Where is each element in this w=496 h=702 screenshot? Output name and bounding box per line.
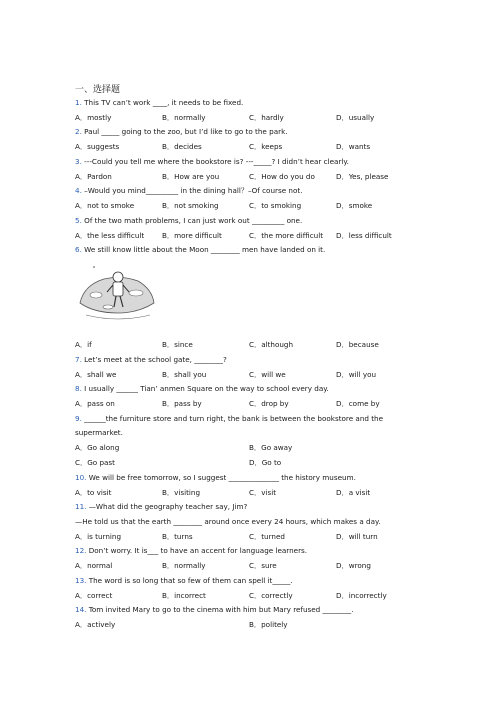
question-text: Don’t worry. It is___ to have an accent for language learners.: [88, 546, 308, 555]
option-b[interactable]: B．decides: [162, 142, 202, 151]
option-c[interactable]: C．visit: [249, 488, 277, 497]
option-b[interactable]: B．Go away: [249, 443, 293, 452]
option-a[interactable]: A．actively: [75, 620, 116, 629]
option-b[interactable]: B．politely: [249, 620, 288, 629]
option-c[interactable]: C．sure: [249, 561, 277, 570]
option-b[interactable]: B．more difficult: [162, 231, 222, 240]
option-b[interactable]: B．shall you: [162, 370, 207, 379]
option-d[interactable]: D．Go to: [249, 458, 282, 467]
option-a[interactable]: A．pass on: [75, 399, 115, 408]
question-number: 9.: [75, 414, 82, 423]
option-d[interactable]: D．a visit: [336, 488, 371, 497]
option-a[interactable]: A．to visit: [75, 488, 112, 497]
question-10: [75, 473, 356, 482]
question-text: ---Could you tell me where the bookstore is? ---_____? I didn’t hear clearly.: [84, 157, 349, 166]
question-text: Of the two math problems, I can just work out _________ one.: [84, 216, 303, 225]
question-number: 5.: [75, 216, 82, 225]
question-text: Tom invited Mary to go to the cinema with him but Mary refused ________.: [88, 605, 354, 614]
question-3: [75, 157, 349, 166]
question-text-continued: —He told us that the earth ________ around once every 24 hours, which makes a day.: [75, 517, 381, 526]
option-d[interactable]: D．less difficult: [336, 231, 392, 240]
question-number: 7.: [75, 355, 82, 364]
option-d[interactable]: D．usually: [336, 113, 375, 122]
question-2: [75, 127, 288, 136]
question-text: —What did the geography teacher say, Jim?: [88, 502, 248, 511]
option-a[interactable]: A．shall we: [75, 370, 117, 379]
option-b[interactable]: B．pass by: [162, 399, 202, 408]
option-a[interactable]: A．if: [75, 340, 92, 349]
option-d[interactable]: D．will you: [336, 370, 377, 379]
option-a[interactable]: A．correct: [75, 591, 113, 600]
option-c[interactable]: C．although: [249, 340, 294, 349]
question-12: [75, 546, 307, 555]
question-number: 10.: [75, 473, 87, 482]
option-d[interactable]: D．wants: [336, 142, 371, 151]
question-text-continued: supermarket.: [75, 428, 123, 437]
option-c[interactable]: C．will we: [249, 370, 286, 379]
option-a[interactable]: A．suggests: [75, 142, 120, 151]
question-9: [75, 414, 383, 423]
option-b[interactable]: B．since: [162, 340, 193, 349]
option-a[interactable]: A．Pardon: [75, 172, 112, 181]
question-text: –Would you mind_________ in the dining hall？–Of course not.: [84, 186, 303, 195]
question-number: 8.: [75, 384, 82, 393]
question-text: Paul _____ going to the zoo, but I’d like to go to the park.: [84, 127, 288, 136]
option-a[interactable]: A．is turning: [75, 532, 122, 541]
option-d[interactable]: D．because: [336, 340, 379, 349]
option-b[interactable]: B．normally: [162, 561, 206, 570]
question-text: We will be free tomorrow, so I suggest ______________ the history museum.: [88, 473, 356, 482]
question-number: 13.: [75, 576, 87, 585]
option-d[interactable]: D．smoke: [336, 201, 373, 210]
question-number: 4.: [75, 186, 82, 195]
question-8: [75, 384, 329, 393]
question-1: [75, 98, 243, 107]
option-a[interactable]: A．normal: [75, 561, 113, 570]
question-text: ______the furniture store and turn right, the bank is between the bookstore and the: [84, 414, 384, 423]
option-b[interactable]: B．How are you: [162, 172, 220, 181]
option-a[interactable]: A．mostly: [75, 113, 112, 122]
option-c[interactable]: C．to smoking: [249, 201, 302, 210]
option-d[interactable]: D．will turn: [336, 532, 378, 541]
question-4: [75, 186, 302, 195]
option-d[interactable]: D．wrong: [336, 561, 371, 570]
option-c[interactable]: C．turned: [249, 532, 285, 541]
option-a[interactable]: A．the less difficult: [75, 231, 145, 240]
option-c[interactable]: C．hardly: [249, 113, 284, 122]
question-11: [75, 502, 247, 511]
question-number: 12.: [75, 546, 87, 555]
question-number: 6.: [75, 245, 82, 254]
question-14: [75, 605, 354, 614]
question-number: 2.: [75, 127, 82, 136]
option-d[interactable]: D．incorrectly: [336, 591, 387, 600]
option-c[interactable]: C．How do you do: [249, 172, 315, 181]
question-text: This TV can’t work ____, it needs to be fixed.: [84, 98, 244, 107]
option-c[interactable]: C．correctly: [249, 591, 293, 600]
question-text: The word is so long that so few of them can spell it_____.: [88, 576, 293, 585]
question-6: [75, 245, 325, 254]
option-b[interactable]: B．incorrect: [162, 591, 206, 600]
question-number: 14.: [75, 605, 87, 614]
astronaut-moon-illustration: [78, 263, 156, 329]
question-number: 3.: [75, 157, 82, 166]
question-5: [75, 216, 302, 225]
option-d[interactable]: D．Yes, please: [336, 172, 389, 181]
option-c[interactable]: C．drop by: [249, 399, 289, 408]
question-7: [75, 355, 227, 364]
question-text: Let’s meet at the school gate, ________?: [84, 355, 227, 364]
option-a[interactable]: A．not to smoke: [75, 201, 135, 210]
option-a[interactable]: A．Go along: [75, 443, 120, 452]
option-b[interactable]: B．turns: [162, 532, 193, 541]
option-c[interactable]: C．keeps: [249, 142, 283, 151]
question-text: We still know little about the Moon ________ men have landed on it.: [84, 245, 326, 254]
option-c[interactable]: C．Go past: [75, 458, 115, 467]
question-number: 11.: [75, 502, 87, 511]
option-c[interactable]: C．the more difficult: [249, 231, 324, 240]
option-b[interactable]: B．not smoking: [162, 201, 219, 210]
question-13: [75, 576, 293, 585]
option-b[interactable]: B．normally: [162, 113, 206, 122]
question-text: I usually ______ Tian’ anmen Square on the way to school every day.: [84, 384, 329, 393]
question-number: 1.: [75, 98, 82, 107]
option-d[interactable]: D．come by: [336, 399, 380, 408]
option-b[interactable]: B．visiting: [162, 488, 201, 497]
section-title: 一、选择题: [75, 85, 121, 95]
